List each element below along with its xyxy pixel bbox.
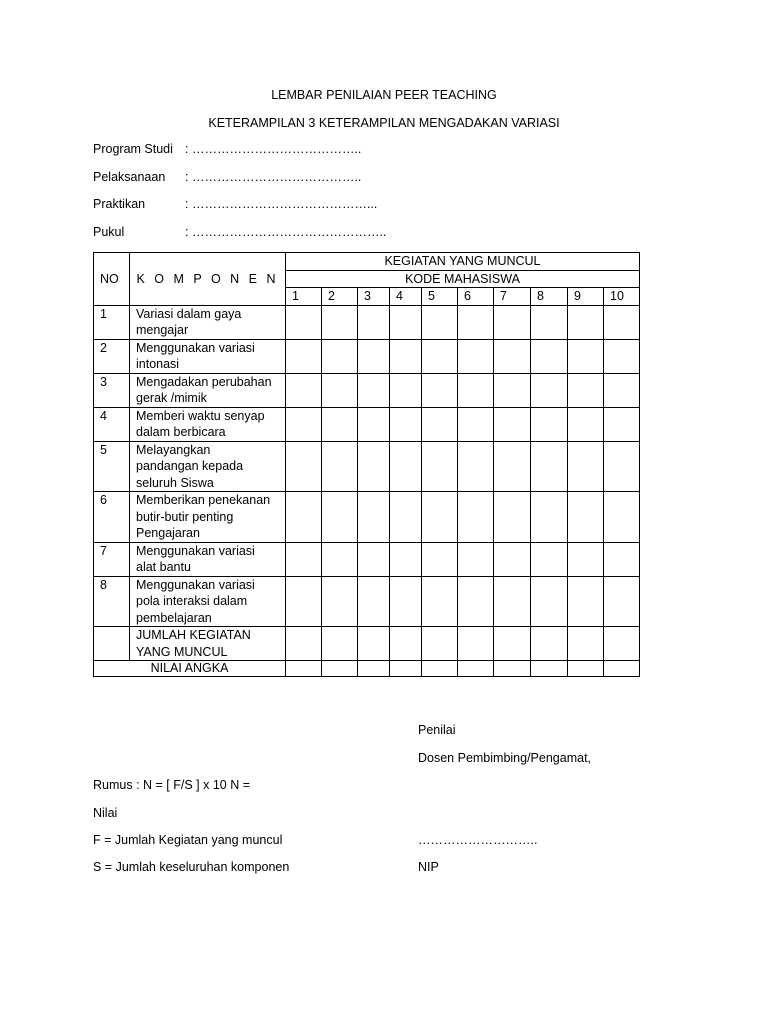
component-line: JUMLAH KEGIATAN <box>136 628 251 642</box>
score-cell <box>422 373 458 407</box>
score-cell <box>531 339 568 373</box>
component-label <box>130 492 286 543</box>
score-cell <box>390 407 422 441</box>
score-cell <box>458 373 494 407</box>
score-cell <box>494 627 531 661</box>
component-line: alat bantu <box>136 560 191 574</box>
score-cell <box>358 305 390 339</box>
component-label <box>130 576 286 627</box>
score-cell <box>322 492 358 543</box>
row-number: 6 <box>94 492 130 543</box>
student-code-1: 1 <box>286 288 322 306</box>
score-cell <box>531 407 568 441</box>
row-number: 2 <box>94 339 130 373</box>
component-line: pola interaksi dalam <box>136 594 248 608</box>
field-value: : ………………………………….. <box>185 142 362 156</box>
field-label: Praktikan <box>93 197 146 211</box>
score-cell <box>604 627 640 661</box>
score-cell <box>494 407 531 441</box>
field-label: Program Studi <box>93 142 173 156</box>
score-cell <box>286 305 322 339</box>
score-cell <box>568 407 604 441</box>
score-cell <box>322 661 358 677</box>
total-row <box>94 627 640 661</box>
score-cell <box>604 542 640 576</box>
score-cell <box>286 492 322 543</box>
score-cell <box>568 661 604 677</box>
score-cell <box>390 492 422 543</box>
score-cell <box>604 661 640 677</box>
field-value: : ……………………………………... <box>185 197 378 211</box>
component-label <box>130 441 286 492</box>
signature-role: Dosen Pembimbing/Pengamat, <box>418 751 592 765</box>
row-number: 4 <box>94 407 130 441</box>
score-cell <box>494 542 531 576</box>
component-line: Variasi dalam gaya <box>136 306 242 321</box>
component-line: mengajar <box>136 323 189 337</box>
document-subtitle: KETERAMPILAN 3 KETERAMPILAN MENGADAKAN VARIASI <box>208 116 560 130</box>
score-cell <box>422 407 458 441</box>
score-cell <box>494 441 531 492</box>
score-label: NILAI ANGKA <box>94 661 286 677</box>
row-number: 5 <box>94 441 130 492</box>
score-cell <box>531 441 568 492</box>
score-cell <box>322 407 358 441</box>
score-cell <box>390 576 422 627</box>
row-number: 1 <box>94 305 130 339</box>
score-cell <box>531 542 568 576</box>
component-line: Memberikan penekanan <box>136 493 271 507</box>
score-cell <box>458 542 494 576</box>
score-cell <box>322 373 358 407</box>
assessment-table <box>93 252 640 677</box>
student-code-5: 5 <box>422 288 458 306</box>
score-cell <box>322 542 358 576</box>
row-number: 7 <box>94 542 130 576</box>
formula-rumus: Rumus : N = [ F/S ] x 10 N = <box>93 778 250 792</box>
component-line: YANG MUNCUL <box>136 644 228 659</box>
signature-dots: ……………………….. <box>418 833 538 847</box>
score-cell <box>458 441 494 492</box>
score-cell <box>422 627 458 661</box>
component-line: pandangan kepada <box>136 459 244 473</box>
score-cell <box>286 542 322 576</box>
component-line: intonasi <box>136 357 180 371</box>
score-cell <box>494 661 531 677</box>
score-cell <box>494 305 531 339</box>
header-komponen: K O M P O N E N <box>130 253 286 306</box>
score-cell <box>322 441 358 492</box>
component-line: gerak /mimik <box>136 391 207 405</box>
component-label <box>130 339 286 373</box>
score-cell <box>604 576 640 627</box>
score-cell <box>422 339 458 373</box>
field-label: Pelaksanaan <box>93 170 166 184</box>
component-line: dalam berbicara <box>136 425 226 439</box>
score-cell <box>358 576 390 627</box>
score-cell <box>568 305 604 339</box>
component-line: Melayangkan <box>136 442 211 457</box>
score-cell <box>494 373 531 407</box>
component-row <box>94 339 640 373</box>
field-value: : ………………………………….. <box>185 170 362 184</box>
score-cell <box>390 661 422 677</box>
student-code-8: 8 <box>531 288 568 306</box>
field-value: : ……………………………………….. <box>185 225 387 239</box>
row-number: 8 <box>94 576 130 627</box>
student-code-7: 7 <box>494 288 531 306</box>
score-cell <box>322 305 358 339</box>
score-cell <box>286 441 322 492</box>
score-cell <box>604 441 640 492</box>
document-title: LEMBAR PENILAIAN PEER TEACHING <box>271 88 497 102</box>
score-cell <box>458 339 494 373</box>
score-cell <box>286 407 322 441</box>
score-cell <box>458 576 494 627</box>
score-cell <box>358 339 390 373</box>
component-row <box>94 441 640 492</box>
score-cell <box>458 407 494 441</box>
score-cell <box>458 305 494 339</box>
header-kode: KODE MAHASISWA <box>286 270 640 288</box>
component-label <box>130 542 286 576</box>
component-row <box>94 407 640 441</box>
header-no: NO <box>94 253 130 306</box>
score-cell <box>604 492 640 543</box>
component-line: seluruh Siswa <box>136 475 214 490</box>
header-kegiatan: KEGIATAN YANG MUNCUL <box>286 253 640 271</box>
student-code-4: 4 <box>390 288 422 306</box>
score-cell <box>531 627 568 661</box>
field-pelaksanaan <box>93 170 361 184</box>
student-code-6: 6 <box>458 288 494 306</box>
row-number: 3 <box>94 373 130 407</box>
field-program-studi <box>93 142 361 156</box>
component-line: Menggunakan variasi <box>136 543 255 558</box>
score-cell <box>286 339 322 373</box>
student-code-9: 9 <box>568 288 604 306</box>
score-cell <box>568 576 604 627</box>
score-cell <box>286 661 322 677</box>
component-row <box>94 305 640 339</box>
score-row <box>94 661 640 677</box>
student-code-10: 10 <box>604 288 640 306</box>
score-cell <box>422 305 458 339</box>
score-cell <box>568 373 604 407</box>
score-cell <box>494 339 531 373</box>
row-number <box>94 627 130 661</box>
score-cell <box>358 661 390 677</box>
score-cell <box>604 407 640 441</box>
score-cell <box>568 441 604 492</box>
formula-f-definition: F = Jumlah Kegiatan yang muncul <box>93 833 283 847</box>
score-cell <box>358 373 390 407</box>
field-praktikan <box>93 197 377 211</box>
score-cell <box>390 441 422 492</box>
score-cell <box>422 441 458 492</box>
score-cell <box>390 627 422 661</box>
score-cell <box>390 542 422 576</box>
score-cell <box>568 339 604 373</box>
score-cell <box>390 339 422 373</box>
score-cell <box>286 576 322 627</box>
score-cell <box>390 305 422 339</box>
student-code-2: 2 <box>322 288 358 306</box>
component-row <box>94 492 640 543</box>
score-cell <box>322 576 358 627</box>
component-line: Pengajaran <box>136 526 200 540</box>
score-cell <box>358 542 390 576</box>
score-cell <box>358 627 390 661</box>
score-cell <box>422 576 458 627</box>
score-cell <box>286 627 322 661</box>
score-cell <box>358 441 390 492</box>
score-cell <box>531 661 568 677</box>
score-cell <box>604 305 640 339</box>
score-cell <box>422 492 458 543</box>
score-cell <box>531 305 568 339</box>
score-cell <box>494 576 531 627</box>
score-cell <box>604 373 640 407</box>
component-line: butir-butir penting <box>136 509 234 524</box>
total-label <box>130 627 286 661</box>
component-line: pembelajaran <box>136 610 212 625</box>
score-cell <box>422 542 458 576</box>
formula-s-definition: S = Jumlah keseluruhan komponen <box>93 860 290 874</box>
score-cell <box>568 542 604 576</box>
component-row <box>94 542 640 576</box>
component-row <box>94 373 640 407</box>
component-label <box>130 305 286 339</box>
field-pukul <box>93 225 386 239</box>
header-row <box>94 253 640 271</box>
score-cell <box>531 492 568 543</box>
score-cell <box>604 339 640 373</box>
component-line: Menggunakan variasi <box>136 577 255 592</box>
score-cell <box>568 627 604 661</box>
field-label: Pukul <box>93 225 125 239</box>
score-cell <box>358 407 390 441</box>
score-cell <box>531 373 568 407</box>
component-label <box>130 373 286 407</box>
component-line: Memberi waktu senyap <box>136 408 265 423</box>
score-cell <box>422 661 458 677</box>
score-cell <box>458 627 494 661</box>
score-cell <box>568 492 604 543</box>
score-cell <box>322 339 358 373</box>
component-row <box>94 576 640 627</box>
score-cell <box>458 661 494 677</box>
signature-nip: NIP <box>418 860 439 874</box>
student-code-3: 3 <box>358 288 390 306</box>
score-cell <box>531 576 568 627</box>
score-cell <box>390 373 422 407</box>
component-label <box>130 407 286 441</box>
score-cell <box>494 492 531 543</box>
formula-nilai: Nilai <box>93 806 118 820</box>
component-line: Menggunakan variasi <box>136 340 255 355</box>
score-cell <box>286 373 322 407</box>
score-cell <box>322 627 358 661</box>
score-cell <box>458 492 494 543</box>
score-cell <box>358 492 390 543</box>
signature-penilai: Penilai <box>418 723 456 737</box>
component-line: Mengadakan perubahan <box>136 374 272 389</box>
